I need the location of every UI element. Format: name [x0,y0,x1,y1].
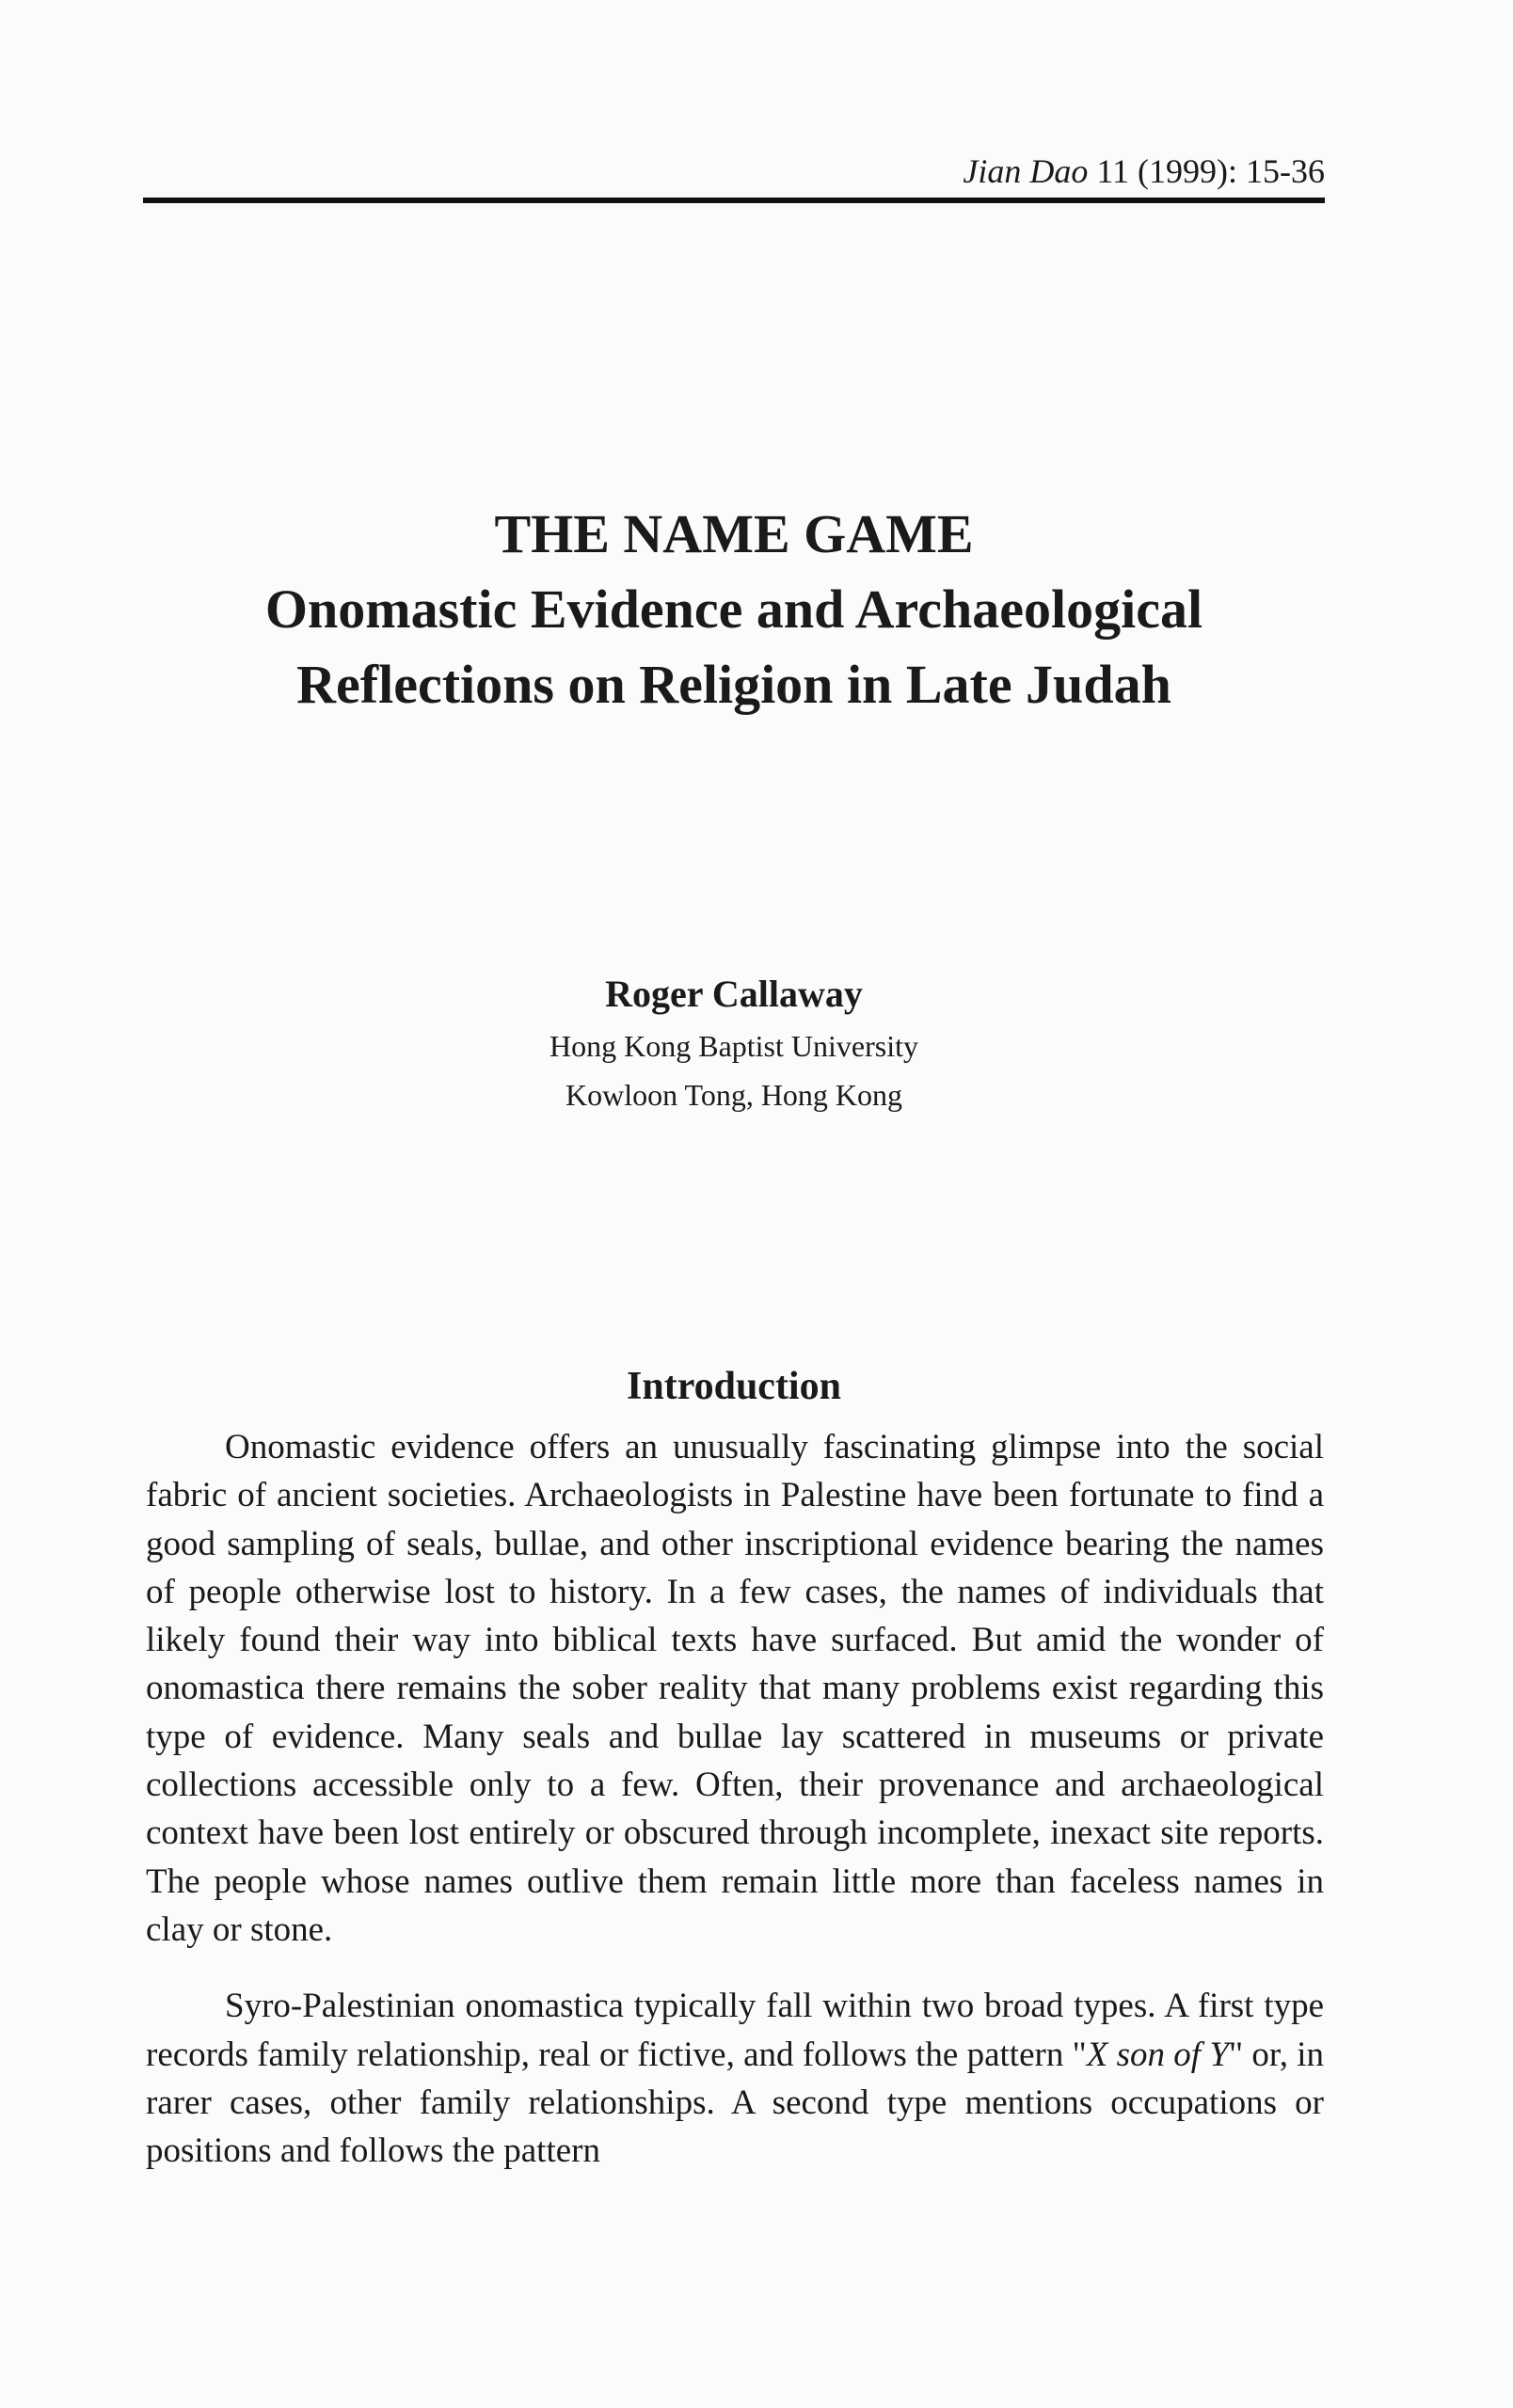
title-line-3: Reflections on Religion in Late Judah [296,654,1171,715]
journal-citation: 11 (1999): 15-36 [1096,152,1325,190]
pattern-x: X [1086,2035,1108,2074]
paragraph-2 [146,1982,1324,2175]
section-heading: Introduction [627,1365,841,1408]
header-rule [143,198,1325,203]
pattern-son-of: son of [1116,2035,1202,2074]
journal-title: Jian Dao [963,152,1089,190]
affiliation-line-1: Hong Kong Baptist University [549,1029,918,1063]
affiliation-line-2: Kowloon Tong, Hong Kong [565,1078,903,1112]
body-text [146,1423,1324,2175]
paragraph-2-part-a: Syro-Palestinian onomastica typically fall within two broad types. A first type records family relationship, real or fictive, and follows the pattern " [146,1987,1324,2074]
author-block [143,967,1325,1119]
running-head [963,150,1325,192]
paragraph-2-part-b: " or, in rarer cases, other family relationships. A second type mentions occupations or positions and follows the pattern [146,2035,1325,2171]
title-line-2: Onomastic Evidence and Archaeological [264,578,1203,640]
pattern-space-2 [1201,2036,1209,2074]
pattern-space-1 [1107,2036,1116,2074]
title-line-1: THE NAME GAME [494,503,974,564]
pattern-y: Y [1209,2035,1229,2074]
article-title [143,497,1325,722]
paragraph-1: Onomastic evidence offers an unusually fascinating glimpse into the social fabric of ancient societies. Archaeologists in Palestine have been fortunate to find a good sampling of seals, bullae, and other inscriptional evidence bearing the names of people otherwise lost to history. In a few cases, the names of individuals that likely found their way into biblical texts have surfaced. But amid the wonder of onomastica there remains the sober reality that many problems exist regarding this type of evidence. Many seals and bullae lay scattered in museums or private collections accessible only to a few. Often, their provenance and archaeological context have been lost entirely or obscured through incomplete, inexact site reports. The people whose names outlive them remain little more than faceless names in clay or stone. [146,1428,1324,1949]
author-name: Roger Callaway [605,973,863,1015]
